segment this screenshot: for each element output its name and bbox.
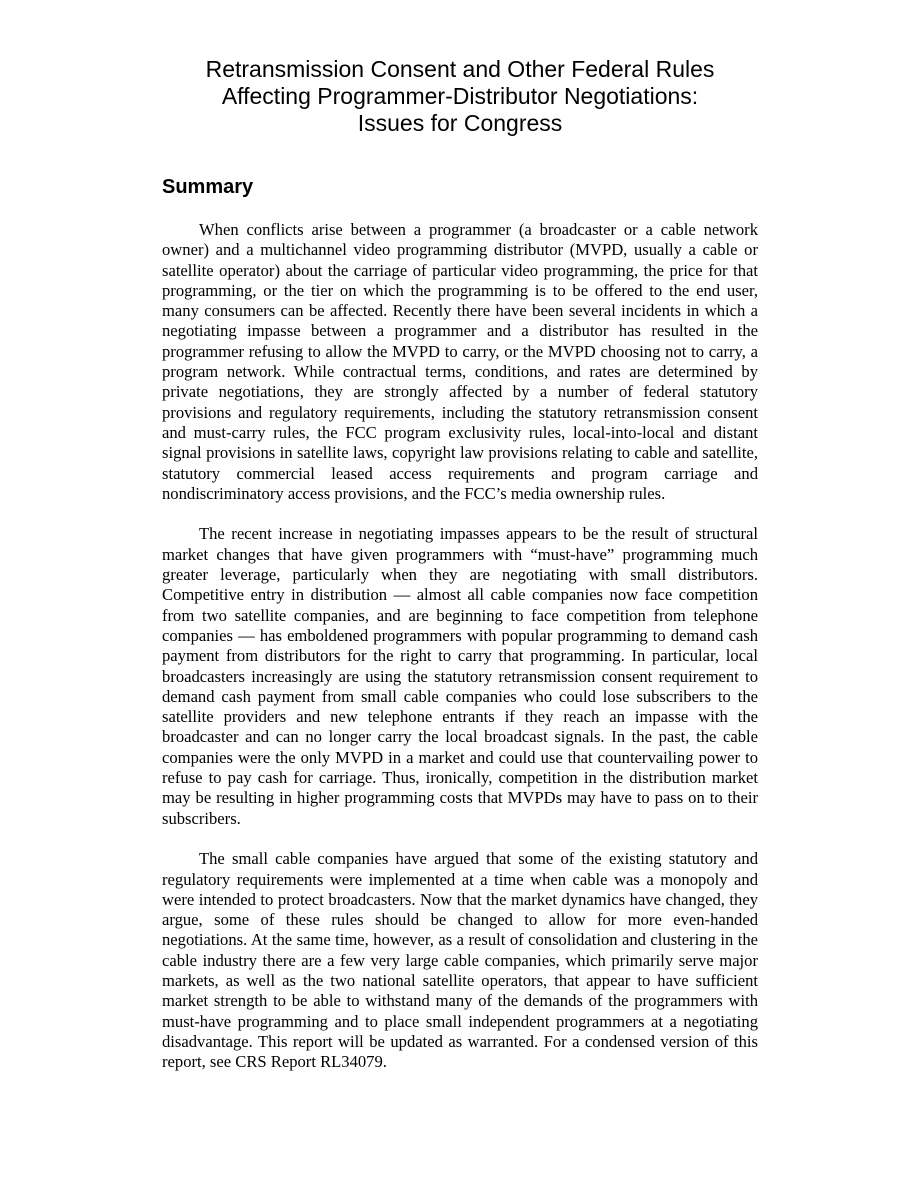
summary-body: [162, 220, 758, 1093]
report-title-line-2: Affecting Programmer-Distributor Negotiations:: [221, 83, 699, 109]
summary-heading: Summary: [162, 176, 254, 198]
report-title-line-3: Issues for Congress: [357, 110, 563, 136]
report-title: [150, 56, 770, 137]
report-title-line-1: Retransmission Consent and Other Federal Rules: [205, 56, 715, 82]
summary-paragraph-1: When conflicts arise between a programmer (a broadcaster or a cable network owner) and a multichannel video programming distributor (MVPD, usually a cable or satellite operator) about the carriage of particular video programming, the price for that programming, or the tier on which the programming is to be offered to the end user, many consumers can be affected. Recently there have been several incidents in which a negotiating impasse between a programmer and a distributor has resulted in the programmer refusing to allow the MVPD to carry, or the MVPD choosing not to carry, a program network. While contractual terms, conditions, and rates are determined by private negotiations, they are strongly affected by a number of federal statutory provisions and regulatory requirements, including the statutory retransmission consent and must-carry rules, the FCC program exclusivity rules, local-into-local and distant signal provisions in satellite laws, copyright law provisions relating to cable and satellite, statutory commercial leased access requirements and program carriage and nondiscriminatory access provisions, and the FCC’s media ownership rules.: [162, 220, 758, 503]
summary-paragraph-3: The small cable companies have argued that some of the existing statutory and regulatory requirements were implemented at a time when cable was a monopoly and were intended to protect broadcasters. Now that the market dynamics have changed, they argue, some of these rules should be changed to allow for more even-handed negotiations. At the same time, however, as a result of consolidation and clustering in the cable industry there are a few very large cable companies, which primarily serve major markets, as well as the two national satellite operators, that appear to have sufficient market strength to be able to withstand many of the demands of the programmers with must-have programming and to place small independent programmers at a negotiating disadvantage. This report will be updated as warranted. For a condensed version of this report, see CRS Report RL34079.: [162, 849, 758, 1072]
summary-paragraph-2: The recent increase in negotiating impasses appears to be the result of structural market changes that have given programmers with “must-have” programming much greater leverage, particularly when they are negotiating with small distributors. Competitive entry in distribution — almost all cable companies now face competition from two satellite companies, and are beginning to face competition from telephone companies — has emboldened programmers with popular programming to demand cash payment from distributors for the right to carry that programming. In particular, local broadcasters increasingly are using the statutory retransmission consent requirement to demand cash payment from small cable companies who could lose subscribers to the satellite providers and new telephone entrants if they reach an impasse with the broadcaster and can no longer carry the local broadcast signals. In the past, the cable companies were the only MVPD in a market and could use that countervailing power to refuse to pay cash for carriage. Thus, ironically, competition in the distribution market may be resulting in higher programming costs that MVPDs may have to pass on to their subscribers.: [162, 524, 758, 828]
